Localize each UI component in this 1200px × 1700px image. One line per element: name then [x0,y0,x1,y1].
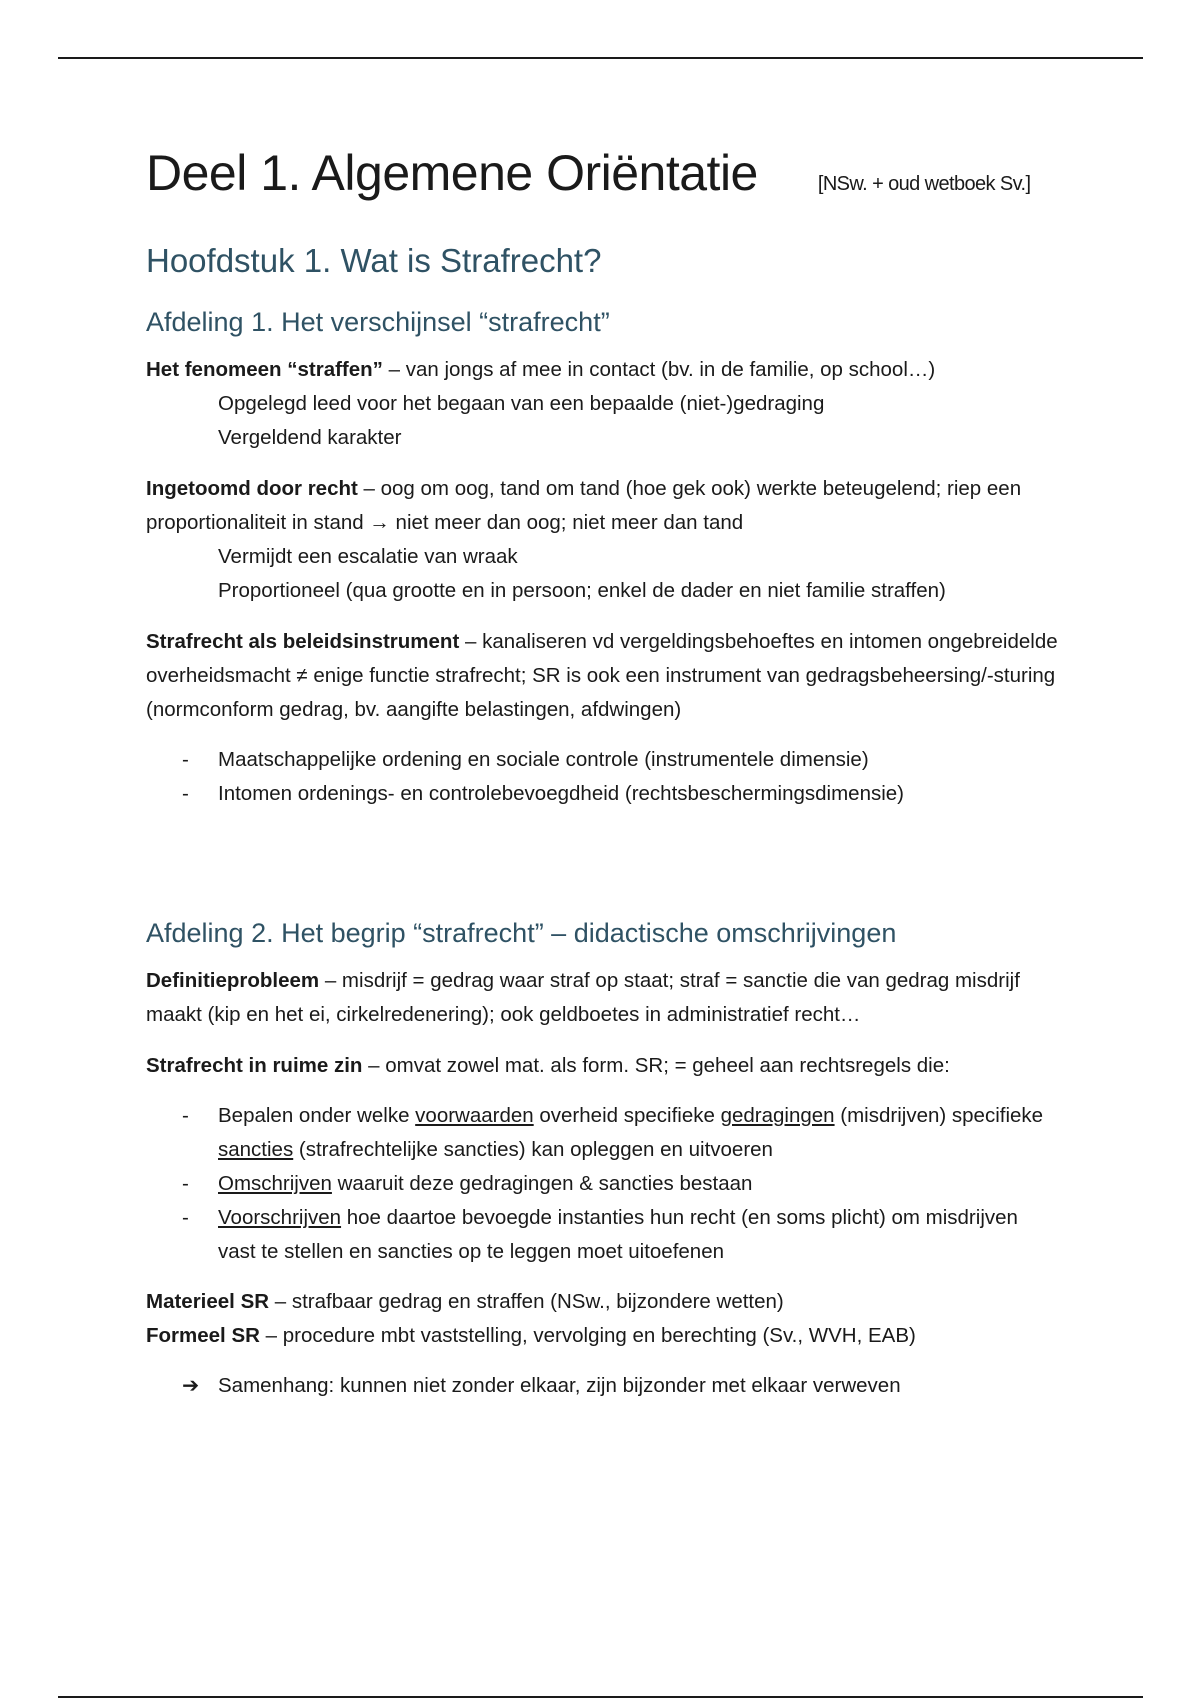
s1-sub-3: Vermijdt een escalatie van wraak [218,545,518,568]
underlined-term: Omschrijven [218,1172,332,1195]
s1-term-3: Strafrecht als beleidsinstrument [146,630,460,653]
s2-materieel [146,1285,1061,1319]
s1-sub-2: Vergeldend karakter [218,426,402,449]
s1-paragraph-2 [146,472,1061,540]
s2-list [146,1099,1061,1269]
list-item [146,1201,1061,1269]
li-text: hoe daartoe bevoegde instanties hun recht (en soms plicht) om misdrijven vast te stellen en sancties op te leggen moet uitoefenen [218,1206,1018,1263]
s2-conclusion [146,1369,1061,1403]
chapter-heading: Hoofdstuk 1. Wat is Strafrecht? [146,242,602,279]
s2-paragraph-1 [146,964,1061,1032]
li-text: overheid specifieke [533,1104,721,1127]
s2-text-form: – procedure mbt vaststelling, vervolging en berechting (Sv., WVH, EAB) [259,1324,916,1347]
s1-text-1: – van jongs af mee in contact (bv. in de familie, op school…) [382,358,936,381]
underlined-term: voorwaarden [415,1104,534,1127]
section2-heading: Afdeling 2. Het begrip “strafrecht” – didactische omschrijvingen [146,918,897,948]
list-item [146,1099,1061,1167]
s2-term-2: Strafrecht in ruime zin [146,1054,363,1077]
title-note: [NSw. + oud wetboek Sv.] [817,173,1031,195]
dash-bullet: - [182,748,189,771]
s1-text-3: – kanaliseren vd vergeldingsbehoeftes en intomen ongebreidelde overheidsmacht ≠ enige functie strafrecht; SR is ook een instrument van gedragsbeheersing/-sturing (normconform gedrag, bv. aangifte belastingen, afdwingen) [146,630,1058,721]
underlined-term: gedragingen [720,1104,835,1127]
dash-bullet: - [182,782,189,805]
s1-text-2: – oog om oog, tand om tand (hoe gek ook) werkte beteugelend; riep een proportionaliteit in stand → niet meer dan oog; niet meer dan tand [146,477,1022,534]
s1-term-1: Het fenomeen “straffen” [146,358,383,381]
s1-paragraph-1 [146,353,1061,387]
dash-bullet: - [182,1206,189,1229]
s1-sub-4: Proportioneel (qua grootte en in persoon; enkel de dader en niet familie straffen) [218,579,946,602]
document-body [146,145,1061,1403]
s1-sub-1: Opgelegd leed voor het begaan van een bepaalde (niet-)gedraging [218,392,825,415]
list-item [146,743,1061,777]
s2-paragraph-2 [146,1049,1061,1083]
underlined-term: Voorschrijven [218,1206,342,1229]
list-item-text: Intomen ordenings- en controlebevoegdheid (rechtsbeschermingsdimensie) [218,782,904,805]
conclusion-text: Samenhang: kunnen niet zonder elkaar, zijn bijzonder met elkaar verweven [218,1374,901,1397]
s2-text-mat: – strafbaar gedrag en straffen (NSw., bijzondere wetten) [269,1290,784,1313]
dash-bullet: - [182,1104,189,1127]
page-title: Deel 1. Algemene Oriëntatie [146,145,758,201]
dash-bullet: - [182,1172,189,1195]
list-item [146,1167,1061,1201]
s2-text-1: – misdrijf = gedrag waar straf op staat; straf = sanctie die van gedrag misdrijf maakt (kip en het ei, cirkelredenering); ook geldboetes in administratief recht… [146,969,1020,1026]
s1-term-2: Ingetoomd door recht [146,477,358,500]
s2-term-form: Formeel SR [146,1324,260,1347]
section1-heading: Afdeling 1. Het verschijnsel “strafrecht” [146,307,610,337]
li-text: (misdrijven) specifieke [834,1104,1044,1127]
list-item [146,777,1061,811]
list-item-text: Maatschappelijke ordening en sociale controle (instrumentele dimensie) [218,748,869,771]
s2-term-1: Definitieprobleem [146,969,320,992]
s2-formeel [146,1319,1061,1353]
li-text: Bepalen onder welke [218,1104,416,1127]
s2-text-2: – omvat zowel mat. als form. SR; = geheel aan rechtsregels die: [362,1054,950,1077]
s1-list [146,743,1061,811]
s2-term-mat: Materieel SR [146,1290,270,1313]
bottom-rule [58,1696,1143,1698]
li-text: waaruit deze gedragingen & sancties bestaan [331,1172,753,1195]
s1-paragraph-3 [146,625,1061,727]
title-row [146,145,1061,214]
top-rule [58,57,1143,59]
li-text: (strafrechtelijke sancties) kan opleggen en uitvoeren [293,1138,773,1161]
underlined-term: sancties [218,1138,294,1161]
arrow-right-icon: ➔ [182,1374,200,1397]
